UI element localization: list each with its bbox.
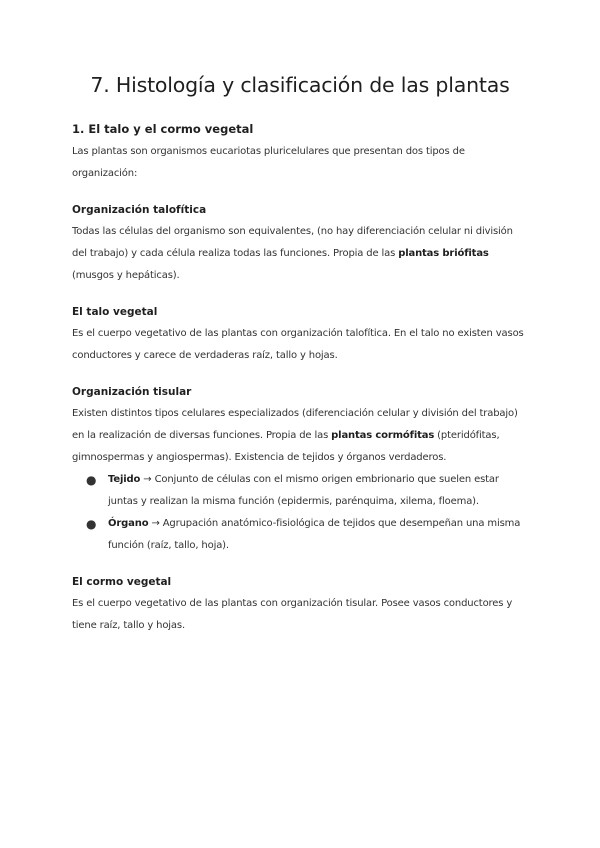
bullet-icon: ●	[86, 517, 97, 531]
section-heading: 1. El talo y el cormo vegetal	[72, 122, 254, 136]
tisular-bold: plantas cormófitas	[331, 430, 435, 441]
list-item	[86, 469, 528, 513]
list-term: Tejido	[108, 474, 141, 485]
tisular-heading: Organización tisular	[72, 386, 192, 398]
cormo-paragraph: Es el cuerpo vegetativo de las plantas con organización tisular. Posee vasos conductores y tiene raíz, tallo y hojas.	[72, 598, 513, 631]
cormo-heading: El cormo vegetal	[72, 576, 172, 588]
talofitica-text: Todas las células del organismo son equivalentes, (no hay diferenciación celular ni división del trabajo) y cada célula realiza todas las funciones. Propia de las	[72, 226, 513, 259]
tisular-text-end: (pteridófitas, gimnospermas y angiospermas). Existencia de tejidos y órganos verdaderos.	[72, 430, 500, 463]
list-term: Órgano	[108, 518, 149, 529]
talofitica-heading: Organización talofítica	[72, 204, 207, 216]
talofitica-text-end: (musgos y hepáticas).	[72, 270, 180, 281]
tisular-list	[72, 469, 528, 557]
arrow-icon: →	[140, 474, 155, 485]
list-definition: Conjunto de células con el mismo origen embrionario que suelen estar juntas y realizan la misma función (epidermis, parénquima, xilema, floema).	[108, 474, 499, 507]
section-intro: Las plantas son organismos eucariotas pluricelulares que presentan dos tipos de organización:	[72, 146, 465, 179]
list-item	[86, 513, 528, 557]
talofitica-paragraph	[72, 221, 528, 287]
tisular-text: Existen distintos tipos celulares especializados (diferenciación celular y división del trabajo) en la realización de diversas funciones. Propia de las	[72, 408, 518, 441]
talo-heading: El talo vegetal	[72, 306, 158, 318]
talofitica-bold: plantas briófitas	[398, 248, 489, 259]
page-title: 7. Histología y clasificación de las plantas	[90, 73, 510, 97]
tisular-paragraph	[72, 403, 528, 469]
talo-paragraph: Es el cuerpo vegetativo de las plantas con organización talofítica. En el talo no existen vasos conductores y carece de verdaderas raíz, tallo y hojas.	[72, 328, 524, 361]
list-definition: Agrupación anatómico-fisiológica de tejidos que desempeñan una misma función (raíz, tallo, hoja).	[108, 518, 521, 551]
bullet-icon: ●	[86, 473, 97, 487]
arrow-icon: →	[148, 518, 163, 529]
